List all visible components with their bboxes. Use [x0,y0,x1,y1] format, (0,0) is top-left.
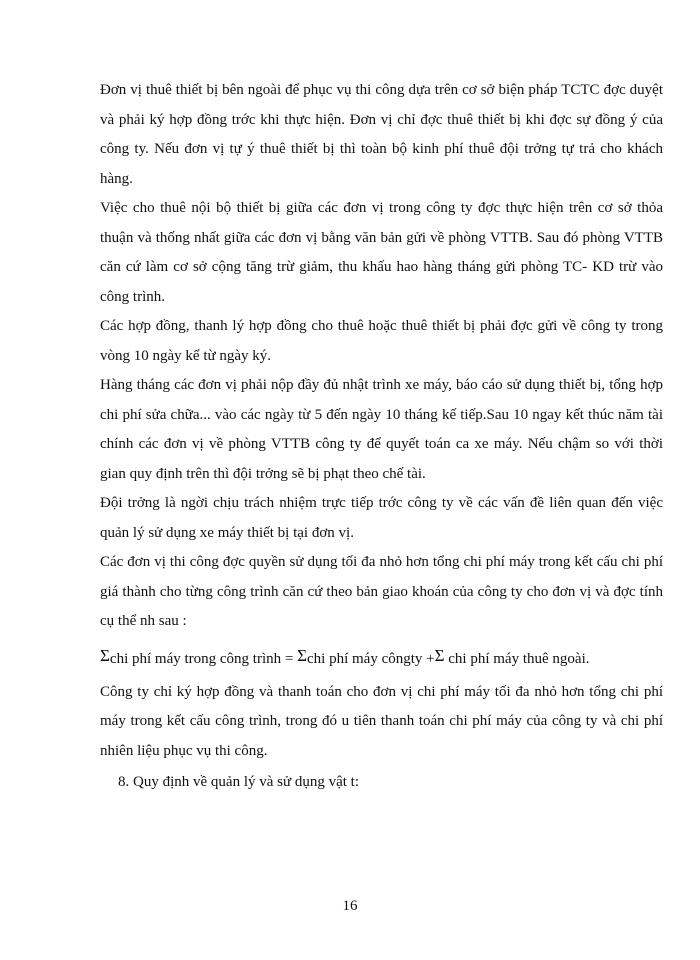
sigma-symbol: Σ [434,645,445,665]
formula-term-external: chi phí máy thuê ngoài. [444,650,590,667]
paragraph-contracts: Các hợp đồng, thanh lý hợp đồng cho thuê hoặc thuê thiết bị phải đợc gửi về công ty trong vòng 10 ngày kể từ ngày ký. [100,318,663,364]
paragraph-internal-rental: Việc cho thuê nội bộ thiết bị giữa các đơn vị trong công ty đợc thực hiện trên cơ sở thỏa thuận và thống nhất giữa các đơn vị bằng văn bản gửi về phòng VTTB. Sau đó phòng VTTB căn cứ làm cơ sở cộng tăng trừ giảm, thu khấu hao hàng tháng gửi phòng TC- KD trừ vào công trình. [100,200,663,305]
page-number: 16 [342,898,358,914]
sigma-symbol: Σ [297,645,307,665]
sigma-symbol: Σ [100,645,110,665]
paragraph-rental-external: Đơn vị thuê thiết bị bên ngoài để phục vụ thi công dựa trên cơ sở biện pháp TCTC đợc duyệt và phải ký hợp đồng trớc khi thực hiện. Đơn vị chỉ đợc thuê thiết bị khi đợc sự đồng ý của công ty. Nếu đơn vị tự ý thuê thiết bị thì toàn bộ kinh phí thuê đội trởng tự trả cho khách hàng. [100,82,663,187]
paragraph-machine-cost: Các đơn vị thi công đợc quyền sử dụng tối đa nhỏ hơn tổng chi phí máy trong kết cấu chi phí giá thành cho từng công trình căn cứ theo bản giao khoán của công ty cho đơn vị và đợc tính cụ thể nh sau : [100,554,663,629]
formula-term-company: chi phí máy côngty + [307,650,435,667]
paragraph-payment: Công ty chỉ ký hợp đồng và thanh toán cho đơn vị chi phí máy tối đa nhỏ hơn tổng chi phí máy trong kết cấu công trình, trong đó u tiên thanh toán chi phí máy của công ty và chi phí nhiên liệu phục vụ thi công. [100,683,663,759]
cost-formula [100,641,663,674]
section-heading-materials: 8. Quy định về quản lý và sử dụng vật t: [118,774,360,790]
page-content [100,76,663,797]
formula-term-total: chi phí máy trong công trình = [109,650,298,667]
paragraph-team-leader: Đội trởng là ngời chịu trách nhiệm trực tiếp trớc công ty về các vấn đề liên quan đến việc quản lý sử dụng xe máy thiết bị tại đơn vị. [100,495,663,541]
paragraph-monthly-reports: Hàng tháng các đơn vị phải nộp đầy đủ nhật trình xe máy, báo cáo sử dụng thiết bị, tổng hợp chi phí sửa chữa... vào các ngày từ 5 đến ngày 10 tháng kế tiếp.Sau 10 ngay kết thúc năm tài chính các đơn vị về phòng VTTB công ty để quyết toán ca xe máy. Nếu chậm so với thời gian quy định trên thì đội trởng sẽ bị phạt theo chế tài. [100,377,663,482]
